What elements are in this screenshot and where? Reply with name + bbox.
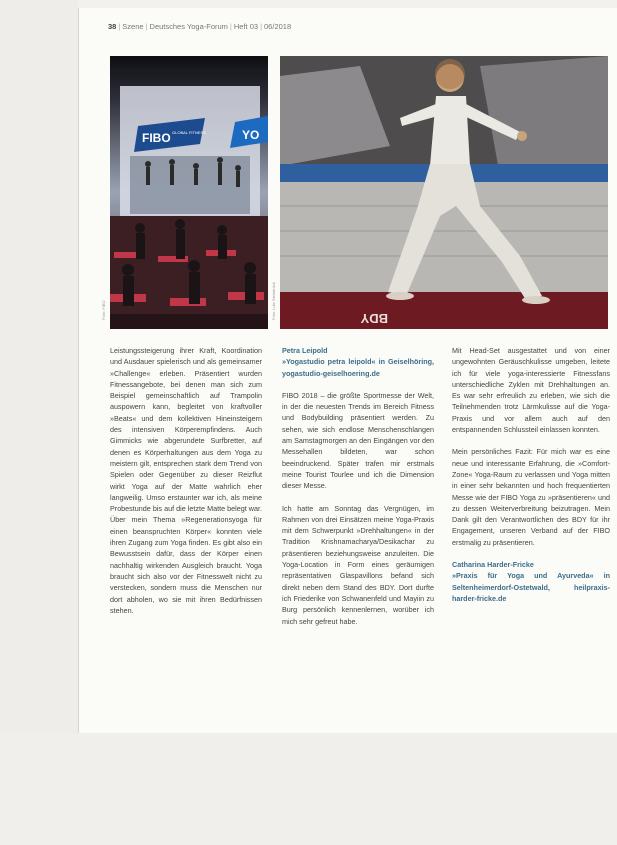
issue-date: 06/2018 bbox=[264, 22, 292, 31]
article-column-3 bbox=[452, 345, 610, 615]
column2-paragraph-1: FIBO 2018 – die größte Sportmesse der Welt, in der die neuesten Trends im Bereich Fitness und Bodybuilding präsentiert werden. Zu sehen, wie sich endlose Menschenschlangen am Samstagmorgen an den Eingängen vor den Messehallen bildeten, war schon beeindruckend. Später trafen mir erstmals meine Tourist Tourlee und ich die Dimension dieser Messe. bbox=[282, 390, 434, 491]
expo-yoga-class-photo bbox=[110, 56, 268, 329]
warrior-pose-illustration bbox=[280, 56, 608, 329]
page-header: 38 | Szene | Deutsches Yoga-Forum | Heft 03 | 06/2018 bbox=[108, 22, 292, 31]
issue-number: Heft 03 bbox=[233, 22, 259, 31]
author-name-petra: Petra Leipold bbox=[282, 346, 328, 355]
column3-paragraph-1: Mit Head-Set ausgestattet und von einer ungewohnten Geräuschkulisse umgeben, leitete ich für viele yoga-interessierte Fitnessfans unterschiedliche Zyklen mit Drehhaltungen an. Es war sehr erfreulich zu erleben, wie sich die Teilnehmenden trotz Lärmkulisse auf die Yoga-Praxis und vor allem auch auf den entspannenden Schlussteil einlassen konnten. bbox=[452, 346, 610, 435]
photo1-credit: Foto: FIBO bbox=[101, 300, 106, 320]
yoga-teacher-photo bbox=[280, 56, 608, 329]
author-affiliation-petra[interactable]: »Yogastudio petra leipold« in Geiselhöring, yogastudio-geiselhoering.de bbox=[282, 357, 434, 378]
column1-paragraph: Leistungssteigerung ihrer Kraft, Koordination und Ausdauer spielerisch und als gemeinsamer »Challenge« erleben. Präsentiert wurden Fitnessangebote, bei denen man sich zum Beispiel gemeinschaftlich auf Trampolin auspowern kann, begleitet von kraftvoller »Beats« und dem kollektiven Hineinsteigern des intensiven Körperempfindens. Auch Gimmicks wie abgerundete Surfbretter, auf denen es Körperhaltungen aus dem Yoga zu meistern gilt, entsprechen stark dem Trend von Spielen oder Gegenüber zu dieser Reizflut wirkt Yoga auf der Matte wahrlich eher langweilig. Umso erstaunter war ich, als meine Probestunde bis auf die letzte Matte belegt war. Über mein Thema »Regenerationsyoga für einen beanspruchten Körper« konnten viele ihren Zugang zum Yoga finden. Es gibt also ein Bewusstsein dafür, dass der Körper einen nachhaltig wirkenden Ausgleich braucht. Yoga braucht sich also vor der Fitnesswelt nicht zu verstecken, sondern muss die Menschen nur dort abholen, wo sie mit ihren Bedürfnissen stehen. bbox=[110, 346, 262, 615]
yoga-banner-text: YO bbox=[242, 128, 260, 142]
fibo-banner-subtitle: GLOBAL FITNESS bbox=[172, 130, 206, 135]
scan-left-margin bbox=[0, 0, 78, 845]
fibo-banner-logo: FIBO bbox=[142, 131, 171, 145]
page-number: 38 bbox=[108, 22, 117, 31]
article-column-2 bbox=[282, 345, 434, 638]
column3-paragraph-2: Mein persönliches Fazit: Für mich war es eine neue und interessante Erfahrung, die »Comfort-Zone« Yoga-Raum zu verlassen und Yoga mitten in einer sehr bekannten und hoch frequentierten Messe wie der FIBO Yoga zu »präsentieren« und zu dessen Weiterverbreitung beizutragen. Mein Dank gilt den Verantwortlichen des BDY für ihr Engagement, unseren Verband auf der FIBO erstmalig zu präsentieren. bbox=[452, 447, 610, 547]
scan-bottom-area bbox=[0, 733, 617, 845]
article-column-1 bbox=[110, 345, 262, 627]
photo2-credit: Foto: Lutz Steinbrück bbox=[271, 282, 276, 320]
floor-bdy-logo: BDY bbox=[360, 311, 388, 326]
author-name-catharina: Catharina Harder-Fricke bbox=[452, 560, 534, 570]
section-name: Szene bbox=[122, 22, 144, 31]
magazine-name: Deutsches Yoga-Forum bbox=[149, 22, 228, 31]
column2-paragraph-2: Ich hatte am Sonntag das Vergnügen, im Rahmen von drei Einsätzen meine Yoga-Praxis mit dem Schwerpunkt »Drehhaltungen« in der Tradition Krishnamacharya/Desikachar zu präsentieren beziehungsweise anzuleiten. Die Yoga-Location in Form eines geräumigen repräsentativen Glaspavillons befand sich direkt neben dem Stand des BDY. Dort durfte ich Friederike von Schwanenfeld und Mayiin zu Burg persönlich kennenlernen, worüber ich mich sehr gefreut habe. bbox=[282, 503, 434, 626]
author-affiliation-catharina[interactable]: »Praxis für Yoga und Ayurveda« in Seltenheimerdorf-Ostetwald, heilpraxis-harder-fricke.de bbox=[452, 571, 610, 603]
expo-hall-illustration bbox=[110, 56, 268, 329]
